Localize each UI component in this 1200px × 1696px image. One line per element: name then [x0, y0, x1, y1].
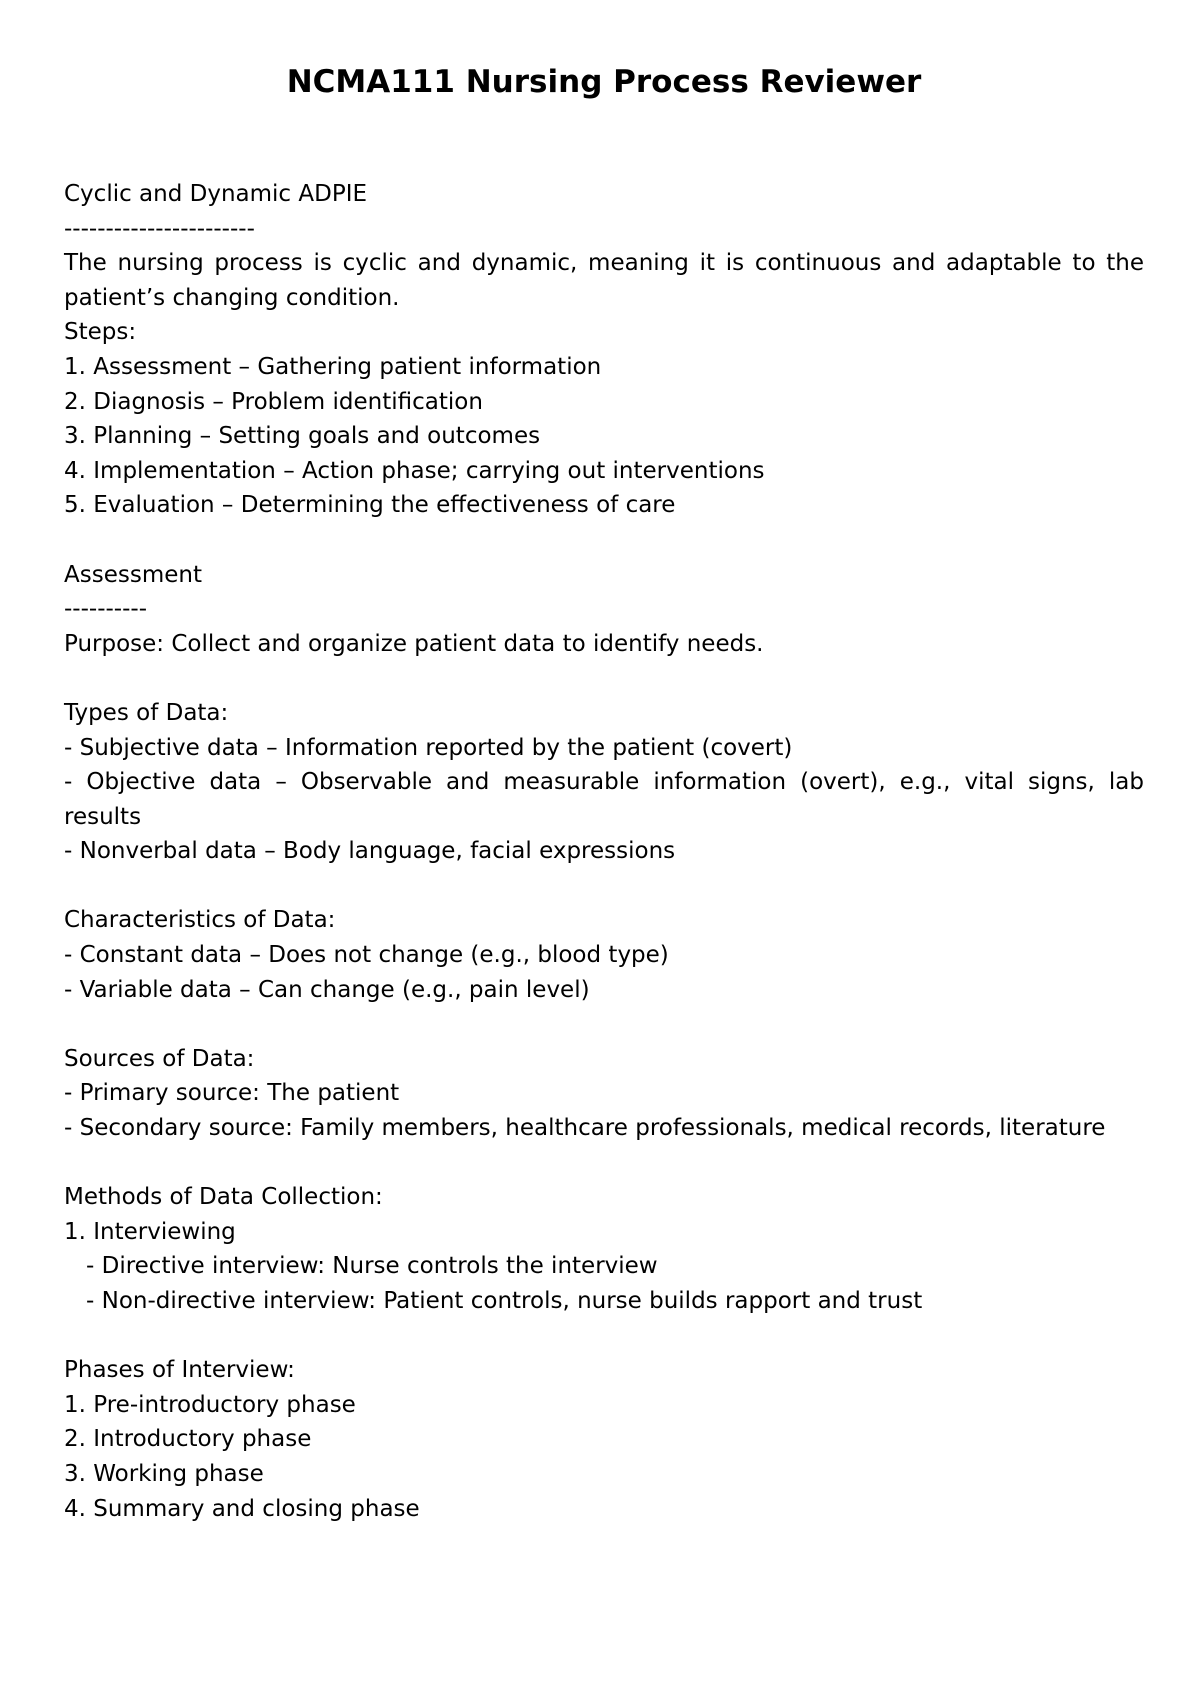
step-item: 3. Planning – Setting goals and outcomes — [64, 423, 541, 450]
step-item: 2. Diagnosis – Problem identification — [64, 388, 483, 415]
sub-list-item: - Directive interview: Nurse controls the interview — [86, 1253, 658, 1280]
sources-heading: Sources of Data: — [64, 1045, 255, 1072]
steps-label: Steps: — [64, 319, 137, 346]
list-item: 4. Summary and closing phase — [64, 1495, 420, 1522]
types-of-data-heading: Types of Data: — [64, 699, 229, 726]
blank-line — [64, 661, 1144, 696]
list-item: - Objective data – Observable and measurable information (overt), e.g., vital signs, lab results — [64, 769, 1144, 830]
document-body — [64, 177, 1144, 1526]
list-item: - Variable data – Can change (e.g., pain level) — [64, 976, 590, 1003]
list-item: - Secondary source: Family members, healthcare professionals, medical records, literature — [64, 1115, 1106, 1142]
list-item: 1. Pre-introductory phase — [64, 1391, 356, 1418]
step-item: 5. Evaluation – Determining the effectiveness of care — [64, 492, 676, 519]
section-rule: ---------- — [64, 596, 147, 623]
blank-line — [64, 1319, 1144, 1354]
list-item: - Constant data – Does not change (e.g., blood type) — [64, 942, 669, 969]
assessment-purpose: Purpose: Collect and organize patient data to identify needs. — [64, 630, 764, 657]
blank-line — [64, 1146, 1144, 1181]
methods-heading: Methods of Data Collection: — [64, 1184, 383, 1211]
section-heading-adpie: Cyclic and Dynamic ADPIE — [64, 181, 368, 207]
sub-list-item: - Non-directive interview: Patient controls, nurse builds rapport and trust — [86, 1288, 923, 1314]
adpie-intro-paragraph: The nursing process is cyclic and dynamic, meaning it is continuous and adaptable to the patient’s changing condition. — [64, 250, 1144, 311]
step-item: 4. Implementation – Action phase; carrying out interventions — [64, 457, 765, 484]
document-title: NCMA111 Nursing Process Reviewer — [286, 64, 922, 100]
section-rule: ----------------------- — [64, 215, 255, 242]
list-item: - Subjective data – Information reported by the patient (covert) — [64, 734, 793, 761]
list-item: 1. Interviewing — [64, 1218, 236, 1245]
list-item: - Nonverbal data – Body language, facial expressions — [64, 838, 676, 865]
section-heading-assessment: Assessment — [64, 561, 202, 588]
list-item: - Primary source: The patient — [64, 1080, 400, 1107]
blank-line — [64, 523, 1144, 558]
blank-line — [64, 869, 1144, 904]
step-item: 1. Assessment – Gathering patient information — [64, 353, 602, 380]
phases-heading: Phases of Interview: — [64, 1357, 295, 1384]
list-item: 2. Introductory phase — [64, 1426, 312, 1453]
list-item: 3. Working phase — [64, 1460, 264, 1487]
blank-line — [64, 1007, 1144, 1042]
characteristics-heading: Characteristics of Data: — [64, 907, 336, 934]
